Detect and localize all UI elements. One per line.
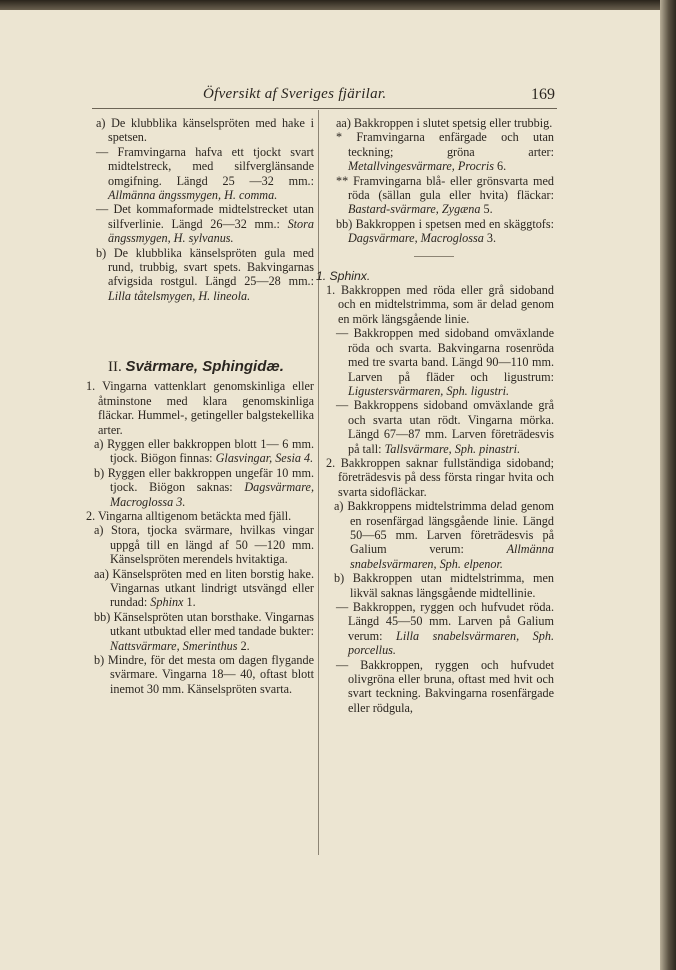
paragraph: 2. Bakkroppen saknar fullständiga sidoband; företrädesvis på dess första ringar hvita och svarta sidofläckar.: [326, 455, 554, 499]
header-rule: [92, 108, 557, 109]
right-column: [316, 116, 554, 715]
book-top-edge: [0, 0, 676, 10]
section-heading: II. Svärmare, Sphingidæ.: [108, 358, 284, 376]
paragraph: — Framvingarna hafva ett tjockt svart midtelstreck, med silfverglänsande omgifning. Längd 25 —32 mm.: Allmänna ängssmygen, H. comma.: [96, 144, 314, 203]
paragraph: b) Bakkroppen utan midtelstrimma, men likväl saknas längsgående midtellinie.: [334, 571, 554, 600]
paragraph: b) Ryggen eller bakkroppen ungefär 10 mm. tjock. Biögon saknas: Dagsvärmare, Macroglossa 3.: [94, 465, 314, 509]
paragraph: — Bakkroppen, ryggen och hufvudet olivgröna eller bruna, oftast med hvit och svart teckning. Bakvingarna rosenfärgade eller rödgula,: [336, 657, 554, 715]
paragraph: bb) Bakkroppen i spetsen med en skäggtofs: Dagsvärmare, Macroglossa 3.: [336, 216, 554, 246]
paragraph: — Bakkroppen med sidoband omväxlande röda och svarta. Bakvingarna rosenröda med tre svarta band. Längd 90—110 mm. Larven på fläder och ligustrum: Ligustersvärmaren, Sph. ligustri.: [336, 326, 554, 398]
paragraph: a) Ryggen eller bakkroppen blott 1— 6 mm. tjock. Biögon finnas: Glasvingar, Sesia 4.: [94, 436, 314, 466]
left-column: [86, 116, 314, 696]
paragraph: bb) Känselspröten utan borsthake. Vingarnas utkant utbuktad eller med tandade bukter: Nattsvärmare, Smerinthus 2.: [94, 609, 314, 653]
paragraph: 2. Vingarna alltigenom betäckta med fjäll.: [86, 508, 292, 523]
page-number: 169: [531, 86, 555, 103]
paragraph: * Framvingarna enfärgade och utan teckning; gröna arter: Metallvingesvärmare, Procris 6.: [336, 130, 554, 174]
separator: [414, 256, 454, 257]
paragraph: 1. Bakkroppen med röda eller grå sidoband och en midtelstrimma, som är delad genom en mörk längsgående linie.: [326, 283, 554, 326]
running-title: Öfversikt af Sveriges fjärilar.: [203, 86, 387, 102]
paragraph: 1. Vingarna vattenklart genomskinliga eller åtminstone med klara genomskinliga fläckar. Hummel-, getingeller balgstekellika arter.: [86, 379, 314, 437]
paragraph: — Bakkroppen, ryggen och hufvudet röda. Längd 45—50 mm. Larven på Galium verum: Lilla snabelsvärmaren, Sph. porcellus.: [336, 600, 554, 658]
paragraph: b) Mindre, för det mesta om dagen flygande svärmare. Vingarna 18— 40, oftast blott inemot 30 mm. Känselspröten svarta.: [94, 653, 314, 696]
paragraph: aa) Känselspröten med en liten borstig hake. Vingarnas utkant lindrigt utsvängd eller rundad: Sphinx 1.: [94, 566, 314, 610]
paragraph: aa) Bakkroppen i slutet spetsig eller trubbig.: [336, 116, 553, 130]
paragraph: — Det kommaformade midtelstrecket utan silfverlinie. Längd 26—32 mm.: Stora ängssmygen, H. sylvanus.: [96, 202, 314, 246]
paragraph: b) De klubblika känselspröten gula med rund, trubbig, svart spets. Bakvingarnas afvigsida rostgul. Längd 25—28 mm.: Lilla tåtelsmygen, H. lineola.: [96, 245, 314, 303]
paragraph: a) Bakkroppens midtelstrimma delad genom en rosenfärgad längsgående linie. Längd 50—65 mm. Larven företrädesvis på Galium verum: Allmänna snabelsvärmaren, Sph. elpenor.: [334, 499, 554, 571]
column-divider: [318, 110, 319, 855]
paragraph: — Bakkroppens sidoband omväxlande grå och svarta utan rödt. Vingarna mörka. Längd 67—87 mm. Larven företrädesvis på tall: Tallsvärmare, Sph. pinastri.: [336, 398, 554, 456]
book-spine-shadow: [660, 0, 676, 970]
genus-heading: 1. Sphinx.: [316, 268, 371, 283]
book-page: [0, 10, 660, 970]
paragraph: a) Stora, tjocka svärmare, hvilkas vingar uppgå till en längd af 50 —120 mm. Känselspröten merendels hvitaktiga.: [94, 523, 314, 567]
paragraph: ** Framvingarna blå- eller grönsvarta med röda (sällan gula eller hvita) fläckar: Bastard-svärmare, Zygæna 5.: [336, 173, 554, 217]
page-header: [0, 86, 660, 108]
paragraph: a) De klubblika känselspröten med hake i spetsen.: [96, 116, 314, 145]
